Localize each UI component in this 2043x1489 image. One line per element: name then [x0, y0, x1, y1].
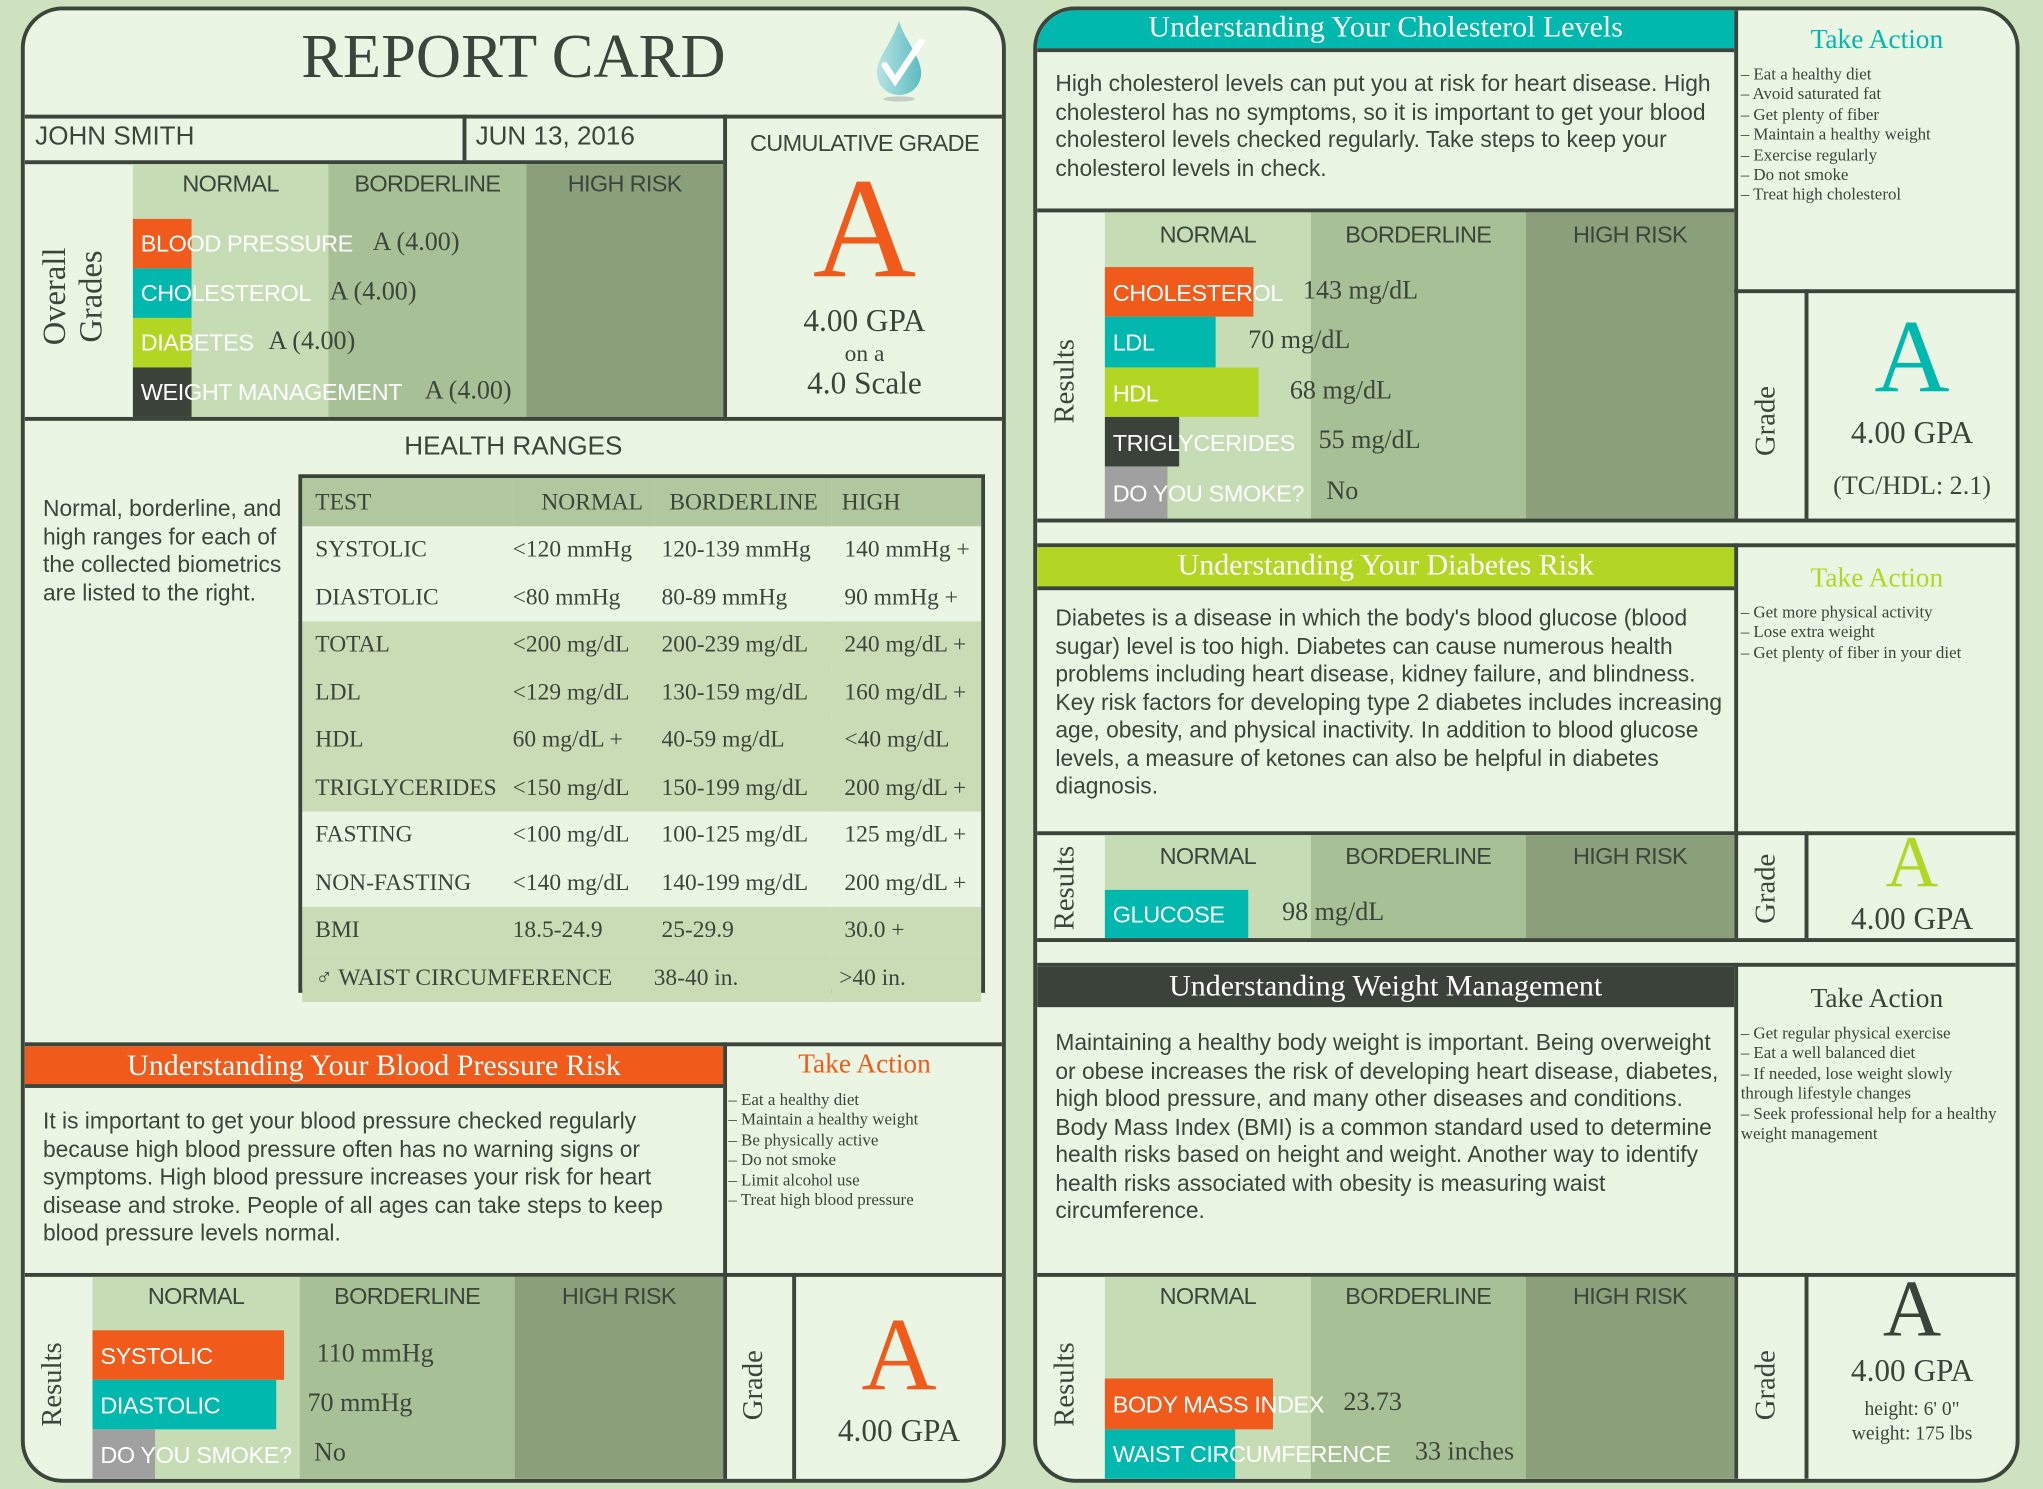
- results-label: Results: [1047, 339, 1081, 424]
- result-label: HDL: [1112, 380, 1159, 407]
- table-cell: <100 mg/dL: [512, 821, 630, 848]
- table-cell: 140 mmHg +: [844, 535, 970, 562]
- table-cell: 125 mg/dL +: [844, 821, 967, 848]
- result-value: 143 mg/dL: [1302, 276, 1419, 305]
- result-label: DO YOU SMOKE?: [100, 1442, 292, 1469]
- result-label: SYSTOLIC: [100, 1343, 213, 1370]
- normal-header: NORMAL: [1159, 1283, 1257, 1310]
- action-item: – Treat high cholesterol: [1740, 184, 1902, 204]
- action-item: – Eat a well balanced diet: [1740, 1042, 1916, 1063]
- normal-header: NORMAL: [147, 1283, 245, 1310]
- table-header-row: [302, 478, 981, 526]
- normal-header: NORMAL: [182, 170, 279, 197]
- grade-gpa: 4.00 GPA: [1850, 902, 1974, 937]
- table-cell: LDL: [315, 678, 361, 705]
- action-item: – Be physically active: [728, 1129, 879, 1149]
- result-label: DIASTOLIC: [100, 1392, 221, 1419]
- table-cell: 30.0 +: [844, 916, 905, 943]
- diabetes-title: Understanding Your Diabetes Risk: [1177, 548, 1594, 582]
- grade-value: A (4.00): [268, 327, 356, 356]
- normal-header: NORMAL: [1159, 842, 1257, 870]
- grade-letter: A: [861, 1297, 937, 1413]
- grade-gpa: 4.00 GPA: [1850, 416, 1974, 451]
- result-value: 55 mg/dL: [1318, 426, 1421, 455]
- table-row: [302, 668, 981, 716]
- high-risk-header: HIGH RISK: [561, 1283, 676, 1310]
- action-item: – Do not smoke: [1740, 164, 1849, 184]
- column-header: TEST: [315, 488, 372, 515]
- grade-label: Grade: [1748, 853, 1782, 924]
- droplet-check-icon: [872, 18, 927, 101]
- cholesterol-results: [1105, 267, 1734, 518]
- table-cell: 200 mg/dL +: [844, 868, 967, 895]
- health-ranges-table: [298, 474, 985, 993]
- grade-value: A (4.00): [329, 277, 417, 307]
- result-value: No: [314, 1438, 346, 1468]
- borderline-header: BORDERLINE: [334, 1283, 481, 1310]
- table-cell: 18.5-24.9: [512, 916, 603, 943]
- result-label: WAIST CIRCUMFERENCE: [1112, 1441, 1391, 1468]
- grade-label-weight-management: WEIGHT MANAGEMENT: [140, 379, 403, 406]
- cholesterol-title: Understanding Your Cholesterol Levels: [1148, 10, 1623, 43]
- weight-results: [1105, 1378, 1734, 1478]
- borderline-header: BORDERLINE: [354, 170, 501, 197]
- high-risk-header: HIGH RISK: [1572, 842, 1687, 870]
- borderline-header: BORDERLINE: [1345, 221, 1492, 248]
- weight-title: Understanding Weight Management: [1169, 969, 1603, 1002]
- table-cell: <80 mmHg: [512, 583, 621, 610]
- results-label: Results: [1047, 846, 1081, 931]
- table-cell: ♂ WAIST CIRCUMFERENCE: [315, 963, 613, 990]
- grade-label: Grade: [1748, 1349, 1782, 1421]
- result-label: CHOLESTEROL: [1112, 280, 1284, 307]
- grade-label-diabetes: DIABETES: [140, 329, 254, 356]
- table-cell: 80-89 mmHg: [661, 583, 788, 610]
- result-value: 110 mmHg: [316, 1339, 434, 1369]
- grade-gpa: 4.00 GPA: [837, 1414, 961, 1449]
- table-cell: SYSTOLIC: [315, 535, 427, 562]
- table-row: [302, 764, 981, 812]
- table-cell: 240 mg/dL +: [844, 630, 967, 658]
- patient-name: JOHN SMITH: [35, 122, 195, 152]
- grade-label: Grade: [736, 1349, 769, 1421]
- table-cell: <150 mg/dL: [512, 773, 630, 800]
- action-item: – Seek professional help for a healthy weight management: [1740, 1103, 1997, 1143]
- table-cell: 100-125 mg/dL: [661, 821, 809, 848]
- take-action-title: Take Action: [798, 1047, 931, 1079]
- action-item: – Get plenty of fiber: [1740, 103, 1880, 124]
- table-cell: <140 mg/dL: [512, 868, 630, 895]
- health-ranges-title: HEALTH RANGES: [404, 432, 623, 462]
- take-action-list: [1741, 1023, 2008, 1143]
- grade-label-blood-pressure: BLOOD PRESSURE: [140, 230, 353, 257]
- action-item: – Get more physical activity: [1740, 601, 1933, 622]
- table-row: [302, 621, 981, 669]
- cholesterol-text: High cholesterol levels can put you at risk for heart disease. High cholesterol has no symptoms, so it is important to get your blood cholesterol levels checked regularly. Take steps to keep your cholesterol levels in check.: [1055, 70, 1711, 181]
- table-cell: 150-199 mg/dL: [661, 773, 809, 800]
- column-header: NORMAL: [541, 488, 643, 515]
- result-label: LDL: [1112, 329, 1155, 356]
- table-cell: 200 mg/dL +: [844, 773, 967, 800]
- height-value: height: 6' 0": [1864, 1399, 1960, 1421]
- action-item: – Limit alcohol use: [728, 1169, 860, 1190]
- table-row: [302, 716, 981, 764]
- table-row: [302, 954, 981, 1002]
- weight-text: Maintaining a healthy body weight is important. Being overweight or obese increases the risk of developing heart disease, diabetes, high blood pressure, and many other diseases and conditions. Body Mass Index (BMI) is a common standard used to determine health risks based on height and weight. Another way to identify health risks associated with obesity is measuring waist circumference.: [1055, 1029, 1719, 1224]
- take-action-list: [1741, 602, 2015, 662]
- column-header: BORDERLINE: [669, 488, 818, 515]
- result-value: 70 mg/dL: [1248, 325, 1351, 355]
- high-risk-header: HIGH RISK: [567, 170, 682, 197]
- right-panel: [1033, 7, 2019, 1483]
- cumulative-grade-letter: A: [812, 148, 917, 308]
- action-item: – Treat high blood pressure: [728, 1189, 914, 1210]
- health-ranges-description: Normal, borderline, and high ranges for each of the collected biometrics are listed to the right.: [42, 495, 282, 606]
- grade-value: A (4.00): [424, 376, 512, 406]
- table-row: [302, 526, 981, 574]
- grade-label: Grade: [1748, 385, 1782, 456]
- take-action-list: [728, 1089, 1002, 1209]
- table-cell: <200 mg/dL: [512, 630, 630, 658]
- borderline-header: BORDERLINE: [1345, 1283, 1492, 1310]
- high-risk-header: HIGH RISK: [1572, 1283, 1687, 1310]
- column-header: HIGH: [841, 488, 901, 515]
- table-cell: 160 mg/dL +: [844, 678, 967, 705]
- report-date: JUN 13, 2016: [475, 122, 635, 152]
- table-row: [302, 859, 981, 907]
- table-cell: 120-139 mmHg: [661, 535, 811, 562]
- action-item: – Eat a healthy diet: [1740, 63, 1872, 84]
- grade-value: A (4.00): [372, 228, 460, 257]
- grade-letter: A: [1874, 299, 1950, 415]
- weight-value: weight: 175 lbs: [1851, 1424, 1973, 1445]
- table-cell: TOTAL: [315, 630, 390, 658]
- table-cell: <120 mmHg: [512, 535, 633, 562]
- take-action-title: Take Action: [1810, 982, 1944, 1014]
- high-risk-header: HIGH RISK: [1572, 221, 1687, 248]
- table-cell: >40 in.: [839, 963, 906, 990]
- table-row: [302, 811, 981, 859]
- diabetes-text: Diabetes is a disease in which the body's blood glucose (blood sugar) level is too high. Diabetes can cause numerous health problems including heart disease, kidney failure, and blindness. Key risk factors for developing type 2 diabetes includes increasing age, obesity, and physical inactivity. In addition to blood glucose levels, a measure of ketones can also be helpful in diabetes diagnosis.: [1055, 604, 1723, 799]
- table-row: [302, 573, 981, 621]
- table-cell: DIASTOLIC: [315, 583, 439, 610]
- table-cell: <40 mg/dL: [844, 726, 950, 753]
- result-label: BODY MASS INDEX: [1112, 1391, 1325, 1418]
- overall-grades-list: [133, 219, 723, 417]
- action-item: – Get regular physical exercise: [1740, 1022, 1951, 1043]
- grade-letter: A: [1882, 1265, 1942, 1354]
- action-item: – Maintain a healthy weight: [1740, 124, 1931, 144]
- borderline-header: BORDERLINE: [1345, 842, 1492, 870]
- table-cell: 38-40 in.: [653, 963, 739, 990]
- table-cell: 25-29.9: [661, 916, 734, 943]
- take-action-list: [1741, 64, 2015, 205]
- grade-letter: A: [1885, 822, 1939, 903]
- results-label: Results: [35, 1342, 68, 1428]
- on-a-text: on a: [844, 340, 885, 367]
- results-label: Results: [1047, 1342, 1081, 1428]
- table-cell: HDL: [315, 726, 364, 753]
- left-panel: [21, 7, 1006, 1483]
- result-value: 70 mmHg: [307, 1388, 413, 1418]
- tc-hdl-ratio: (TC/HDL: 2.1): [1833, 471, 1991, 501]
- result-label: GLUCOSE: [1112, 901, 1225, 928]
- cumulative-gpa: 4.00 GPA: [803, 304, 926, 339]
- diabetes-results: [1105, 890, 1734, 938]
- table-row: [302, 906, 981, 954]
- table-cell: 130-159 mg/dL: [661, 678, 809, 705]
- blood-pressure-title: Understanding Your Blood Pressure Risk: [127, 1048, 621, 1082]
- action-item: – Avoid saturated fat: [1740, 83, 1882, 104]
- blood-pressure-results: [93, 1330, 724, 1481]
- table-cell: 140-199 mg/dL: [661, 868, 809, 895]
- grade-gpa: 4.00 GPA: [1850, 1355, 1974, 1389]
- table-cell: <129 mg/dL: [512, 678, 630, 705]
- take-action-title: Take Action: [1810, 23, 1944, 55]
- table-cell: 40-59 mg/dL: [661, 726, 785, 753]
- overall-grades-label: Overall Grades: [37, 248, 110, 346]
- result-value: 68 mg/dL: [1289, 376, 1392, 406]
- result-label: DO YOU SMOKE?: [1112, 480, 1304, 507]
- result-value: 23.73: [1343, 1387, 1402, 1417]
- table-cell: 90 mmHg +: [844, 583, 958, 610]
- result-value: 98 mg/dL: [1282, 897, 1385, 927]
- table-cell: BMI: [315, 916, 360, 943]
- result-value: No: [1326, 476, 1359, 506]
- grade-label-cholesterol: CHOLESTEROL: [140, 280, 312, 307]
- action-item: – Maintain a healthy weight: [728, 1109, 919, 1129]
- take-action-title: Take Action: [1810, 561, 1944, 593]
- result-label: TRIGLYCERIDES: [1112, 429, 1295, 457]
- action-item: – Get plenty of fiber in your diet: [1740, 642, 1962, 662]
- table-cell: NON-FASTING: [315, 868, 472, 895]
- action-item: – Do not smoke: [728, 1149, 837, 1170]
- table-cell: 200-239 mg/dL: [661, 630, 809, 658]
- action-item: – Exercise regularly: [1740, 144, 1878, 164]
- page-title: REPORT CARD: [301, 22, 726, 92]
- action-item: – Lose extra weight: [1740, 622, 1875, 642]
- grade-scale: 4.0 Scale: [807, 367, 922, 402]
- table-cell: TRIGLYCERIDES: [315, 773, 497, 800]
- result-value: 33 inches: [1414, 1437, 1515, 1466]
- action-item: – Eat a healthy diet: [728, 1089, 860, 1109]
- table-cell: FASTING: [315, 821, 413, 848]
- table-cell: 60 mg/dL +: [512, 726, 623, 753]
- blood-pressure-text: It is important to get your blood pressure checked regularly because high blood pressure often has no warning signs or symptoms. High blood pressure increases your risk for heart disease and stroke. People of all ages can take steps to keep blood pressure levels normal.: [42, 1107, 663, 1246]
- normal-header: NORMAL: [1159, 221, 1257, 248]
- cumulative-grade-title: CUMULATIVE GRADE: [750, 130, 979, 157]
- action-item: – If needed, lose weight slowly through lifestyle changes: [1740, 1062, 1953, 1103]
